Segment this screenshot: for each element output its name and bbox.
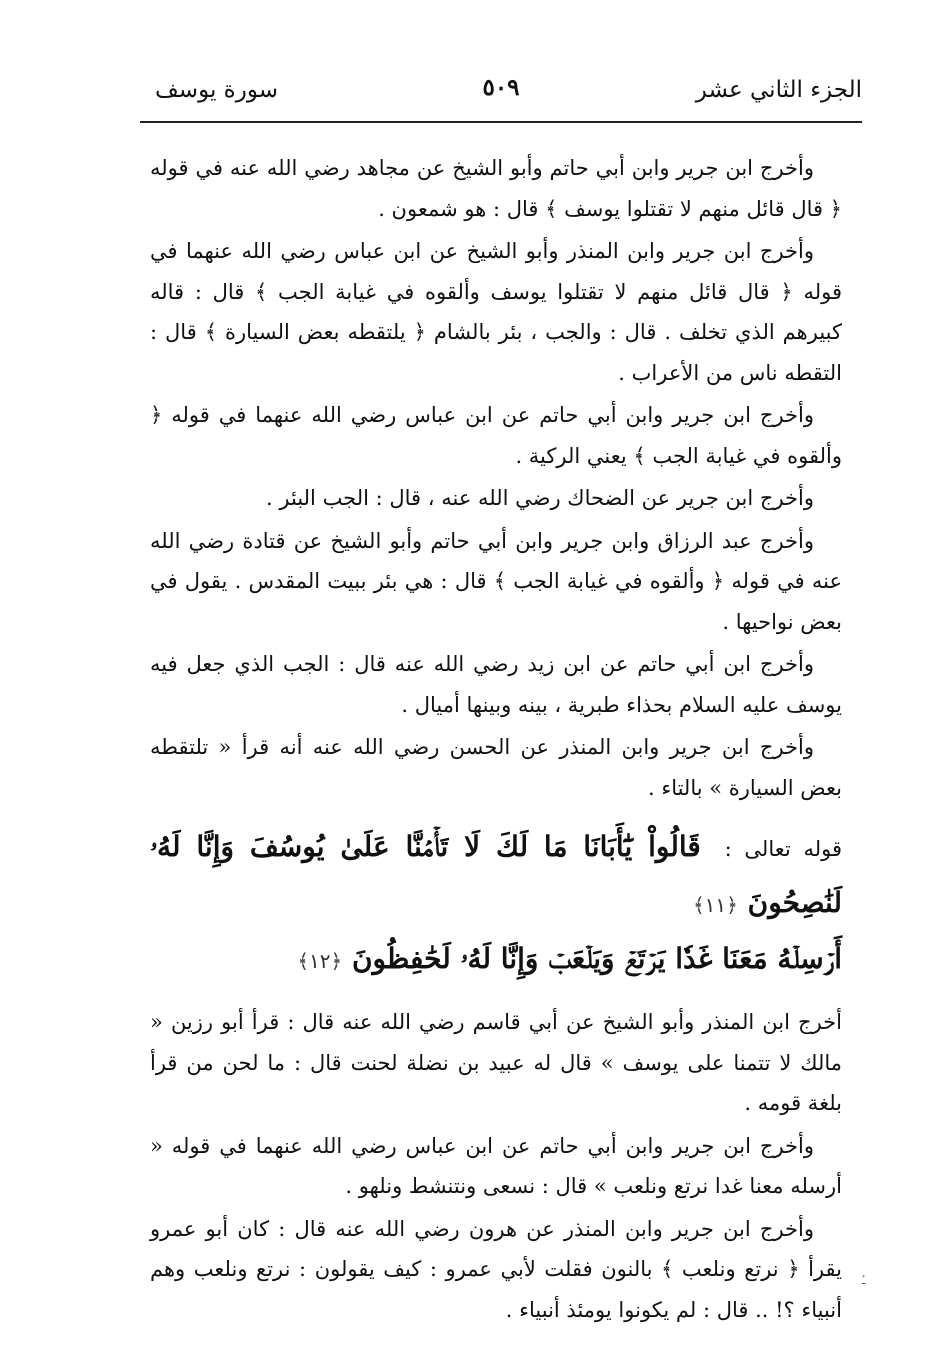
part-title: الجزء الثاني عشر (695, 77, 862, 103)
page-number: ٥٠٩ (482, 74, 520, 101)
verse-line-1 (150, 820, 842, 932)
quran-verse (150, 820, 842, 988)
paragraph: وأخرج ابن جرير عن الضحاك رضي الله عنه ، قال : الجب البئر . (266, 486, 814, 510)
verse-line-2 (150, 932, 842, 988)
paragraph: أخرج ابن المنذر وأبو الشيخ عن أبي قاسم رضي الله عنه قال : قرأ أبو رزين « مالك لا تتمنا على يوسف » قال له عبيد بن نضلة لحنت قال : ما لحن من قرأ بلغة قومه . (150, 1010, 842, 1115)
verse-intro: قوله تعالى : (724, 837, 842, 861)
paragraph: وأخرج ابن جرير وابن أبي حاتم عن ابن عباس رضي الله عنهما في قوله ﴿ وألقوه في غيابة الجب ﴾ يعني الركية . (150, 403, 842, 468)
paragraph: وأخرج ابن جرير وابن المنذر عن الحسن رضي الله عنه أنه قرأ « تلتقطه بعض السيارة » بالتاء . (150, 735, 842, 800)
page-header (140, 68, 862, 112)
paragraph: وأخرج ابن جرير وابن أبي حاتم وأبو الشيخ عن مجاهد رضي الله عنه في قوله ﴿ قال قائل منهم لا تقتلوا يوسف ﴾ قال : هو شمعون . (150, 156, 842, 221)
paragraph: وأخرج عبد الرزاق وابن جرير وابن أبي حاتم وأبو الشيخ عن قتادة رضي الله عنه في قوله ﴿ وألقوه في غيابة الجب ﴾ قال : هي بئر ببيت المقدس . يقول في بعض نواحيها . (150, 528, 842, 634)
verse-text-1: قَالُواْ يَٰٓأَبَانَا مَا لَكَ لَا تَأۡمَ۬نَّا عَلَىٰ يُوسُفَ وَإِنَّا لَهُۥ لَنَٰصِحُونَ (150, 830, 842, 919)
paragraph: وأخرج ابن أبي حاتم عن ابن زيد رضي الله عنه قال : الجب الذي جعل فيه يوسف عليه السلام بحذاء طبرية ، بينه وبينها أميال . (150, 652, 842, 717)
paragraph: وأخرج ابن جرير وابن المنذر عن هرون رضي الله عنه قال : كان أبو عمرو يقرأ ﴿ نرتع ونلعب ﴾ بالنون فقلت لأبي عمرو : كيف يقولون : نرتع ونلعب وهم أنبياء ؟! .. قال : لم يكونوا يومئذ أنبياء . (150, 1216, 842, 1322)
body-text (150, 148, 842, 1332)
verse-text-2: أَرۡسِلۡهُ مَعَنَا غَدٗا يَرۡتَعۡ وَيَلۡعَبۡ وَإِنَّا لَهُۥ لَحَٰفِظُونَ (351, 942, 842, 975)
header-divider (140, 121, 862, 123)
paragraph: وأخرج ابن جرير وابن المنذر وأبو الشيخ عن ابن عباس رضي الله عنهما في قوله ﴿ قال قائل منهم لا تقتلوا يوسف وألقوه في غيابة الجب ﴾ قال : قاله كبيرهم الذي تخلف . قال : والجب ، بئر بالشام ﴿ يلتقطه بعض السيارة ﴾ قال : التقطه ناس من الأعراب . (150, 239, 842, 385)
paragraph: وأخرج ابن جرير وابن أبي حاتم عن ابن عباس رضي الله عنهما في قوله « أرسله معنا غدا نرتع ونلعب » قال : نسعى ونتنشط ونلهو . (150, 1133, 842, 1198)
corner-mark: ـٔ (862, 1274, 866, 1287)
ayah-number-marker: ﴿١٢﴾ (297, 949, 343, 973)
ayah-number-marker: ﴿١١﴾ (692, 893, 738, 917)
surah-title: سورة يوسف (155, 77, 278, 103)
